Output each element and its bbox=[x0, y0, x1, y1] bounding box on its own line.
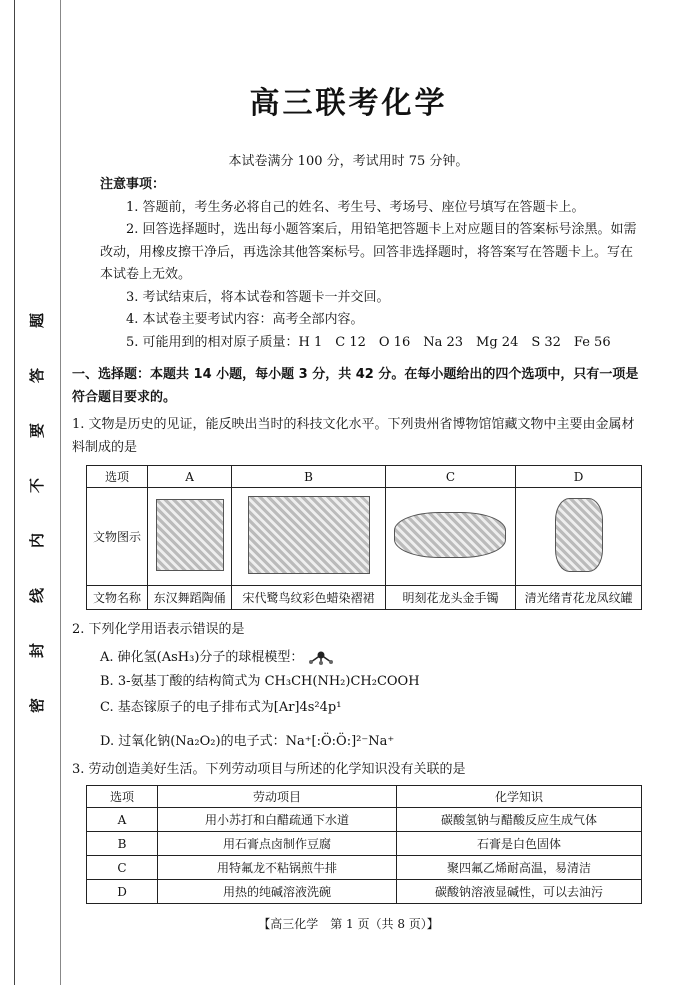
option-d: D. 过氧化钠(Na₂O₂)的电子式：Na⁺[:Ö:Ö:]²⁻Na⁺ bbox=[100, 734, 395, 749]
question-1-table: 选项 A B C D 文物图示 文物名称 东汉舞蹈陶俑 宋代鹭鸟纹彩色蜡染褶裙 明刻花龙头金手镯 清光绪青花龙凤纹罐 bbox=[86, 465, 642, 610]
binding-line bbox=[14, 0, 15, 985]
option-a: A. 砷化氢(AsH₃)分子的球棍模型： bbox=[100, 646, 334, 665]
exam-info: 本试卷满分 100 分，考试用时 75 分钟。 bbox=[228, 154, 469, 169]
pottery-figurine-image bbox=[156, 499, 224, 571]
table-row: D 用热的纯碱溶液洗碗 碳酸钠溶液显碱性，可以去油污 bbox=[87, 880, 642, 904]
batik-skirt-image bbox=[248, 496, 370, 574]
question-1-stem: 1. 文物是历史的见证，能反映出当时的科技文化水平。下列贵州省博物馆馆藏文物中主要由金属材料制成的是 bbox=[72, 417, 635, 455]
table-row: B 用石膏点卤制作豆腐 石膏是白色固体 bbox=[87, 832, 642, 856]
notice bbox=[100, 174, 640, 354]
question-3-stem: 3. 劳动创造美好生活。下列劳动项目与所述的化学知识没有关联的是 bbox=[72, 762, 466, 777]
option-c: C. 基态镓原子的电子排布式为[Ar]4s²4p¹ bbox=[100, 700, 342, 715]
notice-item: 2. 回答选择题时，选出每小题答案后，用铅笔把答题卡上对应题目的答案标号涂黑。如需改动，用橡皮擦干净后，再选涂其他答案标号。回答非选择题时，将答案写在答题卡上。写在本试卷上无效。 bbox=[100, 222, 637, 282]
question-2-stem: 2. 下列化学用语表示错误的是 bbox=[72, 622, 245, 637]
gold-bracelet-image bbox=[394, 512, 506, 558]
porcelain-jar-image bbox=[555, 498, 603, 572]
ball-stick-model-icon bbox=[308, 651, 334, 665]
page-title: 高三联考化学 bbox=[249, 86, 448, 121]
table-row: A 用小苏打和白醋疏通下水道 碳酸氢钠与醋酸反应生成气体 bbox=[87, 808, 642, 832]
binding-line-inner bbox=[60, 0, 61, 985]
option-b: B. 3-氨基丁酸的结构简式为 CH₃CH(NH₂)CH₂COOH bbox=[100, 674, 420, 689]
notice-item: 1. 答题前，考生务必将自己的姓名、考生号、考场号、座位号填写在答题卡上。 bbox=[126, 199, 585, 215]
section-heading: 一、选择题：本题共 14 小题，每小题 3 分，共 42 分。在每小题给出的四个选项中，只有一项是符合题目要求的。 bbox=[72, 367, 639, 405]
notice-item: 4. 本试卷主要考试内容：高考全部内容。 bbox=[126, 312, 364, 327]
notice-heading: 注意事项： bbox=[100, 177, 166, 192]
question-3-table: 选项 劳动项目 化学知识 A 用小苏打和白醋疏通下水道 碳酸氢钠与醋酸反应生成气体 B 用石膏点卤制作豆腐 石膏是白色固体 C 用特氟龙不粘锅煎牛排 聚四氟乙烯耐高温，易清洁 D 用热的纯碱溶液洗碗 碳酸钠溶液显碱性，可以去油污 bbox=[86, 785, 642, 904]
page-footer: 【高三化学 第 1 页（共 8 页）】 bbox=[258, 917, 439, 931]
notice-item: 5. 可能用到的相对原子质量：H 1 C 12 O 16 Na 23 Mg 24 S 32 Fe 56 bbox=[126, 334, 611, 350]
table-row: C 用特氟龙不粘锅煎牛排 聚四氟乙烯耐高温，易清洁 bbox=[87, 856, 642, 880]
notice-item: 3. 考试结束后，将本试卷和答题卡一并交回。 bbox=[126, 289, 390, 305]
binding-warning: 题 答 要 不 内 线 封 密 bbox=[28, 312, 47, 714]
